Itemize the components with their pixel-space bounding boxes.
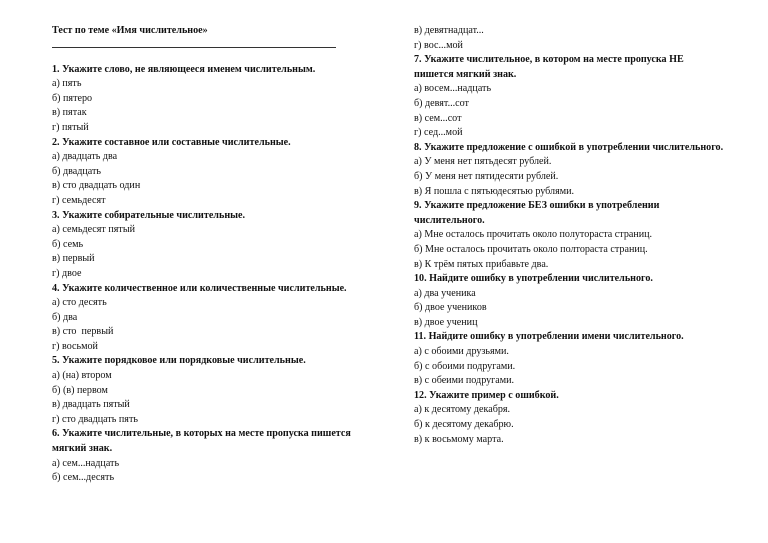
answer-option: в) к восьмому марта. [414, 433, 504, 445]
answer-option: б) Мне осталось прочитать около полтораста страниц. [414, 243, 648, 255]
question-block [414, 24, 724, 53]
question-block [414, 330, 724, 388]
answer-option: в) двадцать пятый [52, 399, 130, 411]
answer-option: а) двадцать два [52, 151, 118, 163]
answer-option: в) первый [52, 253, 95, 265]
question-text: 12. Укажите пример с ошибкой. [414, 389, 559, 401]
answer-option: в) Я пошла с пятьюдесятью рублями. [414, 185, 575, 197]
answer-option: г) двое [52, 267, 82, 279]
answer-option: а) пять [52, 78, 82, 90]
question-block [414, 389, 724, 447]
right-question-list [414, 24, 724, 447]
question-block [52, 282, 352, 355]
answer-option: б) с обоими подругами. [414, 360, 516, 372]
answer-option: а) к десятому декабря. [414, 404, 511, 416]
right-column [414, 24, 724, 447]
answer-option: а) с обоими друзьями. [414, 346, 509, 358]
question-block [52, 427, 352, 485]
answer-option: в) сем...сот [414, 112, 462, 124]
question-block [52, 63, 352, 136]
question-block [414, 199, 724, 272]
question-text: 6. Укажите числительные, в которых на месте пропуска пишется мягкий знак. [52, 428, 351, 455]
answer-option: в) двое учениц [414, 316, 478, 328]
question-text: 5. Укажите порядковое или порядковые числительные. [52, 355, 306, 367]
answer-option: б) сем...десять [52, 472, 115, 484]
answer-option: г) вос...мой [414, 39, 463, 51]
answer-option: в) пятак [52, 107, 87, 119]
answer-option: б) семь [52, 238, 84, 250]
answer-option: а) У меня нет пятьдесят рублей. [414, 156, 552, 168]
question-block [52, 209, 352, 282]
answer-option: в) К трём пятых прибавьте два. [414, 258, 549, 270]
question-text: 3. Укажите собирательные числительные. [52, 209, 246, 221]
title-underline [52, 47, 336, 48]
question-text: 7. Укажите числительное, в котором на месте пропуска НЕ пишется мягкий знак. [414, 54, 684, 80]
answer-option: в) сто первый [52, 326, 114, 338]
question-block [52, 354, 352, 427]
page-title: Тест по теме «Имя числительное» [52, 25, 208, 36]
answer-option: б) У меня нет пятидесяти рублей. [414, 170, 559, 182]
answer-option: г) пятый [52, 121, 89, 133]
answer-option: б) пятеро [52, 92, 93, 104]
answer-option: б) девят...сот [414, 97, 469, 109]
answer-option: г) восьмой [52, 340, 98, 352]
question-text: 8. Укажите предложение с ошибкой в употреблении числительного. [414, 141, 724, 153]
question-text: 9. Укажите предложение БЕЗ ошибки в употреблении числительного. [414, 200, 660, 226]
answer-option: а) сто десять [52, 297, 107, 309]
answer-option: г) семьдесят [52, 194, 106, 206]
question-block [52, 136, 352, 209]
answer-option: в) сто двадцать один [52, 180, 141, 192]
answer-option: г) сто двадцать пять [52, 413, 138, 425]
answer-option: а) Мне осталось прочитать около полутораста страниц. [414, 229, 653, 241]
question-text: 4. Укажите количественное или количественные числительные. [52, 282, 347, 294]
answer-option: в) девятнадцат... [414, 25, 484, 36]
question-text: 2. Укажите составное или составные числительные. [52, 136, 291, 148]
answer-option: б) к десятому декабрю. [414, 419, 514, 431]
question-block [414, 272, 724, 330]
answer-option: а) семьдесят пятый [52, 224, 136, 236]
question-block [414, 53, 724, 141]
question-text: 10. Найдите ошибку в употреблении числительного. [414, 273, 653, 285]
answer-option: а) восем...надцать [414, 83, 492, 95]
question-text: 1. Укажите слово, не являющееся именем числительным. [52, 63, 316, 75]
answer-option: б) два [52, 311, 78, 323]
question-block [414, 141, 724, 199]
answer-option: а) два ученика [414, 287, 476, 299]
answer-option: б) двадцать [52, 165, 102, 177]
answer-option: а) сем...надцать [52, 457, 120, 469]
answer-option: г) сед...мой [414, 127, 463, 139]
question-text: 11. Найдите ошибку в употреблении имени числительного. [414, 331, 684, 343]
answer-option: б) (в) первом [52, 384, 108, 396]
answer-option: в) с обеими подругами. [414, 375, 515, 387]
answer-option: б) двое учеников [414, 302, 487, 314]
left-question-list [52, 63, 352, 486]
left-column [52, 24, 352, 486]
answer-option: а) (на) втором [52, 370, 112, 382]
